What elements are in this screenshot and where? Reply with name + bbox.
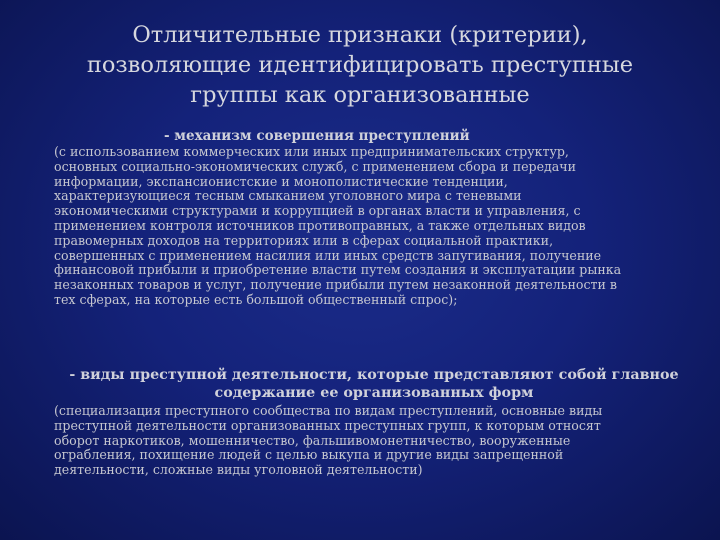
body-line: применением контроля источников противоправных, а также отдельных видов <box>54 217 586 233</box>
title-line: Отличительные признаки (критерии), <box>132 22 588 48</box>
section-crime-types <box>54 366 694 478</box>
body-line: финансовой прибыли и приобретение власти путем создания и эксплуатации рынка <box>54 262 622 278</box>
body-line: деятельности, сложные виды уголовной деятельности) <box>54 462 423 478</box>
body-line: информации, экспансионистские и монополистические тенденции, <box>54 173 508 189</box>
section-heading <box>54 366 694 402</box>
body-line: преступной деятельности организованных преступных групп, к которым относят <box>54 417 601 433</box>
heading-line: содержание ее организованных форм <box>214 385 534 401</box>
body-line: тех сферах, на которые есть большой общественный спрос); <box>54 291 458 307</box>
body-line: (специализация преступного сообщества по видам преступлений, основные виды <box>54 403 603 418</box>
section-body <box>54 145 694 308</box>
body-line: характеризующиеся тесным смыканием уголовного мира с теневыми <box>54 188 522 204</box>
body-line: незаконных товаров и услуг, получение прибыли путем незаконной деятельности в <box>54 277 617 293</box>
title-line: группы как организованные <box>190 82 530 108</box>
body-line: ограбления, похищение людей с целью выкупа и другие виды запрещенной <box>54 447 564 463</box>
body-line: правомерных доходов на территориях или в сферах социальной практики, <box>54 232 554 248</box>
body-line: оборот наркотиков, мошенничество, фальшивомонетничество, вооруженные <box>54 432 571 448</box>
heading-line: - механизм совершения преступлений <box>164 128 470 144</box>
title-line: позволяющие идентифицировать преступные <box>86 52 634 78</box>
body-line: (с использованием коммерческих или иных предпринимательских структур, <box>54 144 569 159</box>
section-heading <box>164 128 694 145</box>
heading-line: - виды преступной деятельности, которые представляют собой главное <box>69 367 679 383</box>
body-line: экономическими структурами и коррупцией в органах власти и управления, с <box>54 203 581 219</box>
body-line: совершенных с применением насилия или иных средств запугивания, получение <box>54 247 602 263</box>
section-crime-mechanism <box>54 128 694 308</box>
slide-title <box>40 20 680 110</box>
body-line: основных социально-экономических служб, с применением сбора и передачи <box>54 158 577 174</box>
section-body <box>54 404 694 478</box>
